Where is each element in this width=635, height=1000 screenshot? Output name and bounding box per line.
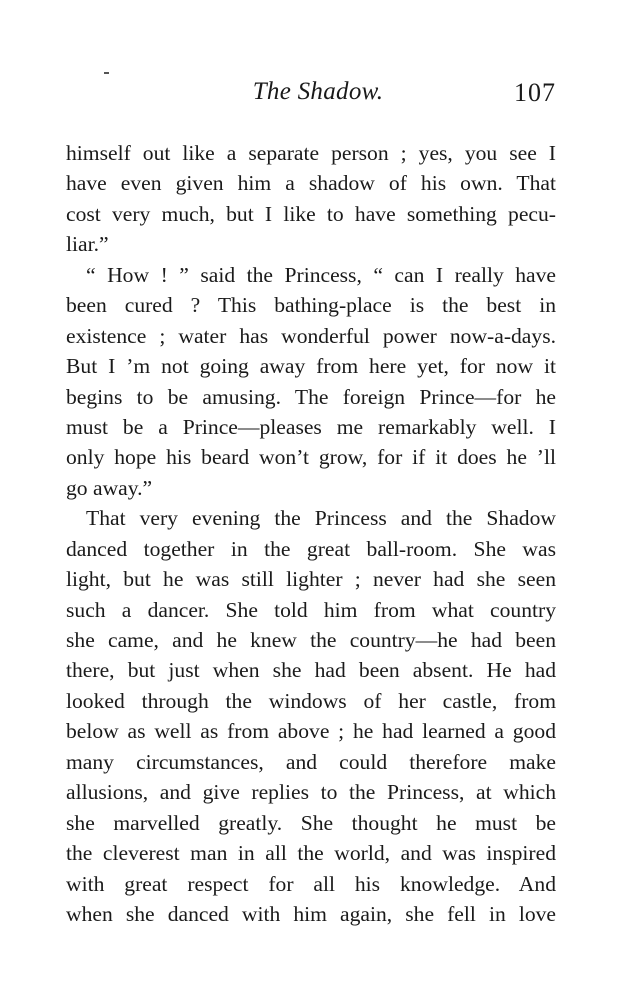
text-line: she marvelled greatly. She thought he must be xyxy=(66,810,556,835)
text-line: below as well as from above ; he had learned a good xyxy=(66,719,556,744)
text-line: the cleverest man in all the world, and was inspired xyxy=(66,841,556,866)
text-line: with great respect for all his knowledge. And xyxy=(66,871,556,896)
text-line: must be a Prince—pleases me remarkably well. I xyxy=(66,414,556,439)
text-line: cost very much, but I like to have something pecu- xyxy=(66,201,556,226)
text-line: But I ’m not going away from here yet, for now it xyxy=(66,354,556,379)
text-line: That very evening the Princess and the Shadow xyxy=(86,506,556,531)
text-line: looked through the windows of her castle, from xyxy=(66,688,556,713)
body-text xyxy=(66,138,556,929)
text-line: danced together in the great ball-room. She was xyxy=(66,536,556,561)
text-line: “ How ! ” said the Princess, “ can I really have xyxy=(86,262,556,287)
text-line: begins to be amusing. The foreign Prince—for he xyxy=(66,384,556,409)
text-line: only hope his beard won’t grow, for if it does he ’ll xyxy=(66,445,556,470)
text-line: have even given him a shadow of his own. That xyxy=(66,171,556,196)
text-line: there, but just when she had been absent. He had xyxy=(66,658,556,683)
text-line: himself out like a separate person ; yes, you see I xyxy=(66,141,556,165)
text-line: light, but he was still lighter ; never had she seen xyxy=(66,567,556,592)
text-line: when she danced with him again, she fell in love xyxy=(66,901,556,926)
page-header xyxy=(66,78,556,114)
text-line: liar.” xyxy=(66,232,109,257)
text-line: such a dancer. She told him from what country xyxy=(66,597,556,622)
text-line: go away.” xyxy=(66,475,153,500)
text-line: many circumstances, and could therefore make xyxy=(66,749,556,774)
text-line: been cured ? This bathing-place is the best in xyxy=(66,293,556,318)
running-title: The Shadow. xyxy=(252,78,384,105)
text-line: she came, and he knew the country—he had been xyxy=(66,628,556,652)
page-number: 107 xyxy=(514,78,556,107)
text-line: allusions, and give replies to the Princess, at which xyxy=(66,780,556,805)
print-speck xyxy=(104,72,109,74)
text-line: existence ; water has wonderful power now-a-days. xyxy=(66,323,556,348)
